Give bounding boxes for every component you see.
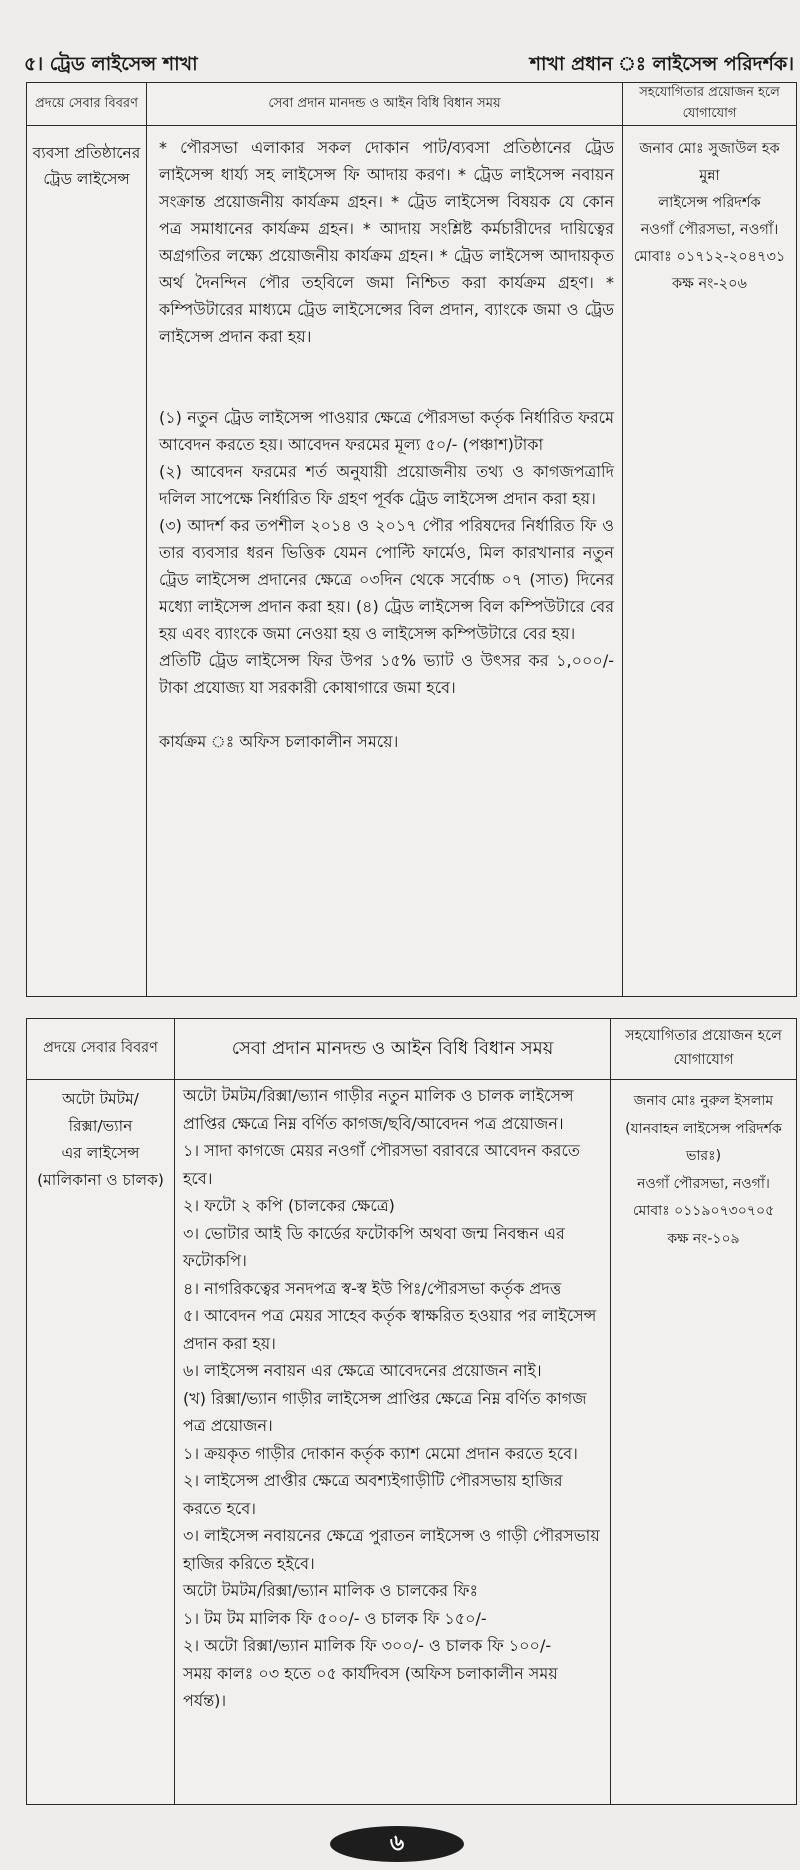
table-header-row bbox=[27, 83, 797, 126]
service-line: ব্যবসা প্রতিষ্ঠানের bbox=[32, 144, 141, 162]
table-row bbox=[27, 1080, 797, 1805]
fees-heading: অটো টমটম/রিক্সা/ভ্যান মালিক ও চালকের ফিঃ bbox=[183, 1581, 478, 1600]
section-header bbox=[24, 50, 794, 82]
header-contact: সহযোগিতার প্রয়োজন হলে যোগাযোগ bbox=[611, 1019, 797, 1080]
time-period-line: সময় কালঃ ০৩ হতে ০৫ কার্যদিবস (অফিস চলাকালীন সময় পর্যন্ত)। bbox=[183, 1663, 558, 1710]
contact-designation: লাইসেন্স পরিদর্শক bbox=[658, 195, 761, 211]
service-line: ট্রেড লাইসেন্স bbox=[43, 170, 130, 188]
section-head-label: শাখা প্রধান ঃ লাইসেন্স পরিদর্শক। bbox=[529, 53, 794, 75]
page-number: ৬ bbox=[330, 1826, 464, 1862]
requirement-line: ৪। নাগরিকত্বের সনদপত্র স্ব-স্ব ইউ পিঃ/পৌরসভা কর্তৃক প্রদত্ত bbox=[183, 1278, 562, 1298]
contact-cell bbox=[611, 1080, 797, 1805]
fee-line: ১। টম টম মালিক ফি ৫০০/- ও চালক ফি ১৫০/- bbox=[183, 1608, 487, 1628]
trade-license-table bbox=[26, 82, 797, 997]
header-service-description: প্রদয়ে সেবার বিবরণ bbox=[27, 1019, 175, 1080]
service-standards-cell bbox=[147, 126, 623, 997]
contact-designation: (যানবাহন লাইসেন্স পরিদর্শক ভারঃ) bbox=[625, 1120, 782, 1164]
service-line: অটো টমটম/ bbox=[62, 1090, 139, 1108]
new-license-paragraph: (১) নতুন ট্রেড লাইসেন্স পাওয়ার ক্ষেত্রে পৌরসভা কর্তৃক নির্ধারিত ফরমে আবেদন করতে হয়। আবেদন ফরমের মূল্য ৫০/- (পঞ্চাশ)টাকা bbox=[159, 408, 614, 454]
vehicle-license-table bbox=[26, 1018, 797, 1805]
requirement-line: ১। ক্রয়কৃত গাড়ীর দোকান কর্তৃক ক্যাশ মেমো প্রদান করতে হবে। bbox=[183, 1443, 578, 1463]
requirement-line: ৬। লাইসেন্স নবায়ন এর ক্ষেত্রে আবেদনের প্রয়োজন নাই। bbox=[183, 1361, 542, 1380]
header-service-description: প্রদয়ে সেবার বিবরণ bbox=[27, 83, 147, 126]
fee-schedule-paragraph: (৩) আদর্শ কর তপশীল ২০১৪ ও ২০১৭ পৌর পরিষদের নির্ধারিত ফি ও তার ব্যবসার ধরন ভিত্তিক যেমন পোল্টি ফার্মেও, মিল কারখানার নতুন ট্রেড লাইসেন্স প্রদানের ক্ষেত্রে ০৩দিন থেকে সর্বোচ্চ ০৭ (সাত) দিনের মধ্যো লাইসেন্স প্রদান করা হয়। (৪) ট্রেড লাইসেন্স বিল কম্পিউটারে বের হয় এবং ব্যাংকে জমা নেওয়া হয় ও লাইসেন্স কম্পিউটারে বের হয়। bbox=[159, 516, 614, 643]
vat-paragraph: প্রতিটি ট্রেড লাইসেন্স ফির উপর ১৫% ভ্যাট ও উৎসর কর ১,০০০/- টাকা প্রযোজ্য যা সরকারী কোষাগারে জমা হবে। bbox=[159, 651, 614, 697]
application-conditions-paragraph: (২) আবেদন ফরমের শর্ত অনুযায়ী প্রয়োজনীয় তথ্য ও কাগজপত্রাদি দলিল সাপেক্ষে নির্ধারিত ফি গ্রহণ পূর্বক ট্রেড লাইসেন্স প্রদান করা হয়। bbox=[159, 462, 614, 508]
header-contact: সহযোগিতার প্রয়োজন হলে যোগাযোগ bbox=[623, 83, 797, 126]
contact-office: নওগাঁ পৌরসভা, নওগাঁ। bbox=[637, 1175, 770, 1192]
contact-room: কক্ষ নং-২০৬ bbox=[672, 276, 747, 292]
requirement-line: ৩। ভোটার আই ডি কার্ডের ফটোকপি অথবা জন্ম নিবন্ধন এর ফটোকপি। bbox=[183, 1223, 565, 1270]
contact-mobile: মোবাঃ ০১১৯০৭৩০৭০৫ bbox=[632, 1203, 775, 1219]
activity-time-paragraph: কার্যক্রম ঃ অফিস চলাকালীন সময়ে। bbox=[159, 732, 399, 751]
requirement-line: অটো টমটম/রিক্সা/ভ্যান গাড়ীর নতুন মালিক ও চালক লাইসেন্স প্রাপ্তির ক্ষেত্রে নিম্ন বর্ণিত কাগজ/ছবি/আবেদন পত্র প্রয়োজন। bbox=[183, 1086, 574, 1133]
contact-name: জনাব মোঃ সুজাউল হক মুন্না bbox=[639, 141, 780, 184]
contact-office: নওগাঁ পৌরসভা, নওগাঁ। bbox=[640, 222, 779, 238]
contact-cell bbox=[623, 126, 797, 997]
table-row bbox=[27, 126, 797, 997]
requirement-line: ৩। লাইসেন্স নবায়নের ক্ষেত্রে পুরাতন লাইসেন্স ও গাড়ী পৌরসভায় হাজির করিতে হইবে। bbox=[183, 1526, 600, 1573]
requirement-line: ৫। আবেদন পত্র মেয়র সাহেব কর্তৃক স্বাক্ষরিত হওয়ার পর লাইসেন্স প্রদান করা হয়। bbox=[183, 1306, 597, 1353]
fee-line: ২। অটো রিক্সা/ভ্যান মালিক ফি ৩০০/- ও চালক ফি ১০০/- bbox=[183, 1636, 552, 1655]
service-description-cell bbox=[27, 1080, 175, 1805]
service-line: (মালিকানা ও চালক) bbox=[37, 1171, 164, 1189]
requirement-line: (খ) রিক্সা/ভ্যান গাড়ীর লাইসেন্স প্রাপ্তির ক্ষেত্রে নিম্ন বর্ণিত কাগজ পত্র প্রয়োজন। bbox=[183, 1388, 587, 1435]
service-description-cell bbox=[27, 126, 147, 997]
requirement-line: ২। লাইসেন্স প্রাপ্তীর ক্ষেত্রে অবশ্যইগাড়ীটি পৌরসভায় হাজির করতে হবে। bbox=[183, 1471, 563, 1518]
contact-mobile: মোবাঃ ০১৭১২-২০৪৭৩১ bbox=[633, 249, 786, 265]
section-title: ৫। ট্রেড লাইসেন্স শাখা bbox=[24, 53, 198, 75]
header-service-standards: সেবা প্রদান মানদন্ড ও আইন বিধি বিধান সময় bbox=[175, 1019, 611, 1080]
requirement-line: ২। ফটো ২ কপি (চালকের ক্ষেত্রে) bbox=[183, 1196, 395, 1215]
requirement-line: ১। সাদা কাগজে মেয়র নওগাঁ পৌরসভা বরাবরে আবেদন করতে হবে। bbox=[183, 1141, 580, 1188]
contact-room: কক্ষ নং-১০৯ bbox=[667, 1230, 740, 1247]
service-line: এর লাইসেন্স bbox=[61, 1144, 140, 1162]
contact-name: জনাব মোঃ নুরুল ইসলাম bbox=[633, 1093, 774, 1109]
service-line: রিক্সা/ভ্যান bbox=[68, 1117, 133, 1135]
service-standards-cell bbox=[175, 1080, 611, 1805]
table-header-row bbox=[27, 1019, 797, 1080]
duties-paragraph: * পৌরসভা এলাকার সকল দোকান পাট/ব্যবসা প্রতিষ্ঠানের ট্রেড লাইসেন্স ধার্য্য সহ লাইসেন্স ফি আদায় করণ। * ট্রেড লাইসেন্স নবায়ন সংক্রান্ত প্রয়োজনীয় কার্যক্রম গ্রহন। * ট্রেড লাইসেন্স বিষয়ক যে কোন পত্র সমাধানের কার্যক্রম গ্রহন। * আদায় সংশ্লিষ্ট কর্মচারীদের দায়িত্বের অগ্রগতির লক্ষ্যে প্রয়োজনীয় কার্যক্রম গ্রহন। * ট্রেড লাইসেন্স আদায়কৃত অর্থ দৈনন্দিন পৌর তহবিলে জমা নিশ্চিত করা কার্যক্রম গ্রহণ। * কম্পিউটারের মাধ্যমে ট্রেড লাইসেন্সের বিল প্রদান, ব্যাংকে জমা ও ট্রেড লাইসেন্স প্রদান করা হয়। bbox=[159, 138, 614, 346]
header-service-standards: সেবা প্রদান মানদন্ড ও আইন বিধি বিধান সময় bbox=[147, 83, 623, 126]
